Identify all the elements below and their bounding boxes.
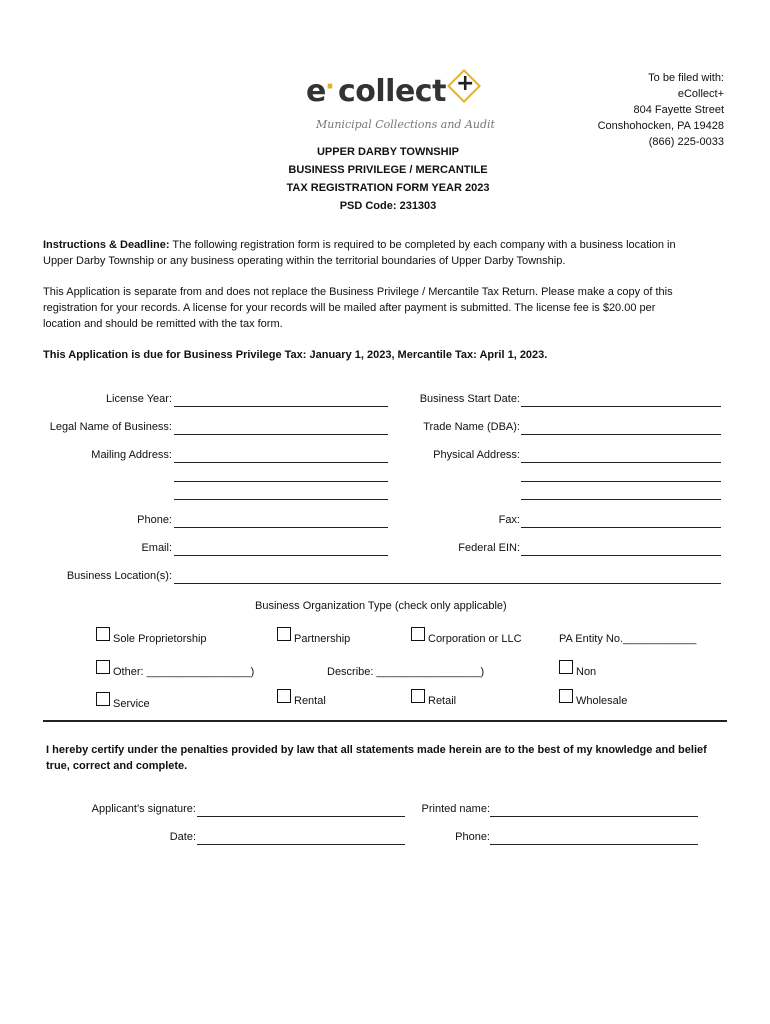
instructions-paragraph <box>43 237 723 269</box>
service-checkbox[interactable] <box>96 692 110 706</box>
corporation-llc-checkbox[interactable] <box>411 627 425 641</box>
file-with-address <box>598 70 724 150</box>
logo-dot: · <box>325 72 335 102</box>
physical-address-field-1[interactable] <box>521 462 721 463</box>
mailing-address-label: Mailing Address: <box>91 449 172 461</box>
license-year-label: License Year: <box>105 393 172 405</box>
paragraph-line: This Application is separate from and does not replace the Business Privilege / Mercantile Tax Return. Please make a copy of this <box>43 286 673 298</box>
mailing-address-field-3[interactable] <box>174 499 388 500</box>
partnership-checkbox[interactable] <box>277 627 291 641</box>
legal-name-label: Legal Name of Business: <box>49 421 172 433</box>
mailing-address-field-2[interactable] <box>174 481 388 482</box>
paragraph-line: location and should be remitted with the tax form. <box>43 318 283 330</box>
certification-line: I hereby certify under the penalties provided by law that all statements made herein are to the best of my knowledge and belief <box>46 744 707 756</box>
logo-plus: + <box>456 71 475 96</box>
rental-checkbox[interactable] <box>277 689 291 703</box>
ecollect-logo <box>306 70 495 132</box>
retail-label: Retail <box>428 695 457 707</box>
other-checkbox[interactable] <box>96 660 110 674</box>
federal-ein-label: Federal EIN: <box>458 542 520 554</box>
sole-proprietorship-checkbox[interactable] <box>96 627 110 641</box>
psd-code: PSD Code: 231303 <box>339 200 437 212</box>
email-label: Email: <box>141 542 172 554</box>
logo-text-collect: collect <box>338 74 446 109</box>
certification-statement <box>46 742 707 774</box>
certification-line: true, correct and complete. <box>46 760 188 772</box>
file-with-line: To be filed with: <box>648 72 724 84</box>
printed-name-field[interactable] <box>490 816 698 817</box>
title-line: TAX REGISTRATION FORM YEAR 2023 <box>286 182 490 194</box>
logo-text-e: e <box>306 74 326 109</box>
form-title <box>238 143 538 215</box>
business-locations-label: Business Location(s): <box>66 570 172 582</box>
date-label: Date: <box>169 831 196 843</box>
other-field[interactable]: Other: _________________) <box>113 666 255 678</box>
mailing-address-field-1[interactable] <box>174 462 388 463</box>
instructions-label: Instructions & Deadline: <box>43 239 170 251</box>
signature-phone-field[interactable] <box>490 844 698 845</box>
title-line: UPPER DARBY TOWNSHIP <box>316 146 459 158</box>
non-checkbox[interactable] <box>559 660 573 674</box>
email-field[interactable] <box>174 555 388 556</box>
signature-phone-label: Phone: <box>455 831 490 843</box>
fax-label: Fax: <box>498 514 520 526</box>
wholesale-label: Wholesale <box>576 695 628 707</box>
trade-name-label: Trade Name (DBA): <box>423 421 520 433</box>
printed-name-label: Printed name: <box>421 803 490 815</box>
instructions-text: The following registration form is required to be completed by each company with a business location in <box>169 239 676 251</box>
legal-name-field[interactable] <box>174 434 388 435</box>
physical-address-field-3[interactable] <box>521 499 721 500</box>
pa-entity-number-field[interactable]: PA Entity No.____________ <box>559 633 697 645</box>
retail-checkbox[interactable] <box>411 689 425 703</box>
rental-label: Rental <box>294 695 326 707</box>
phone-field[interactable] <box>174 527 388 528</box>
file-with-line: eCollect+ <box>677 88 724 100</box>
file-with-line: 804 Fayette Street <box>633 104 724 116</box>
corporation-llc-label: Corporation or LLC <box>428 633 522 645</box>
applicant-signature-label: Applicant’s signature: <box>91 803 196 815</box>
separate-application-paragraph <box>43 284 723 332</box>
business-start-date-field[interactable] <box>521 406 721 407</box>
physical-address-label: Physical Address: <box>433 449 520 461</box>
file-with-line: Conshohocken, PA 19428 <box>597 120 724 132</box>
service-label: Service <box>113 698 150 710</box>
business-locations-field[interactable] <box>174 583 721 584</box>
phone-label: Phone: <box>137 514 172 526</box>
due-date-notice: This Application is due for Business Privilege Tax: January 1, 2023, Mercantile Tax: April 1, 2023. <box>43 349 548 361</box>
federal-ein-field[interactable] <box>521 555 721 556</box>
license-year-field[interactable] <box>174 406 388 407</box>
business-start-date-label: Business Start Date: <box>419 393 520 405</box>
date-field[interactable] <box>197 844 405 845</box>
org-type-heading: Business Organization Type (check only applicable) <box>255 600 507 612</box>
applicant-signature-field[interactable] <box>197 816 405 817</box>
partnership-label: Partnership <box>294 633 351 645</box>
paragraph-line: registration for your records. A license for your records will be mailed after payment is submitted. The license fee is $20.00 per <box>43 302 656 314</box>
instructions-text: Upper Darby Township or any business operating within the territorial boundaries of Upper Darby Township. <box>43 255 566 267</box>
non-label: Non <box>576 666 597 678</box>
logo-tagline: Municipal Collections and Audit <box>316 118 495 131</box>
describe-field[interactable]: Describe: _________________) <box>327 666 485 678</box>
section-divider <box>43 720 727 722</box>
fax-field[interactable] <box>521 527 721 528</box>
file-with-line: (866) 225-0033 <box>648 136 724 148</box>
sole-proprietorship-label: Sole Proprietorship <box>113 633 207 645</box>
trade-name-field[interactable] <box>521 434 721 435</box>
physical-address-field-2[interactable] <box>521 481 721 482</box>
title-line: BUSINESS PRIVILEGE / MERCANTILE <box>288 164 488 176</box>
wholesale-checkbox[interactable] <box>559 689 573 703</box>
